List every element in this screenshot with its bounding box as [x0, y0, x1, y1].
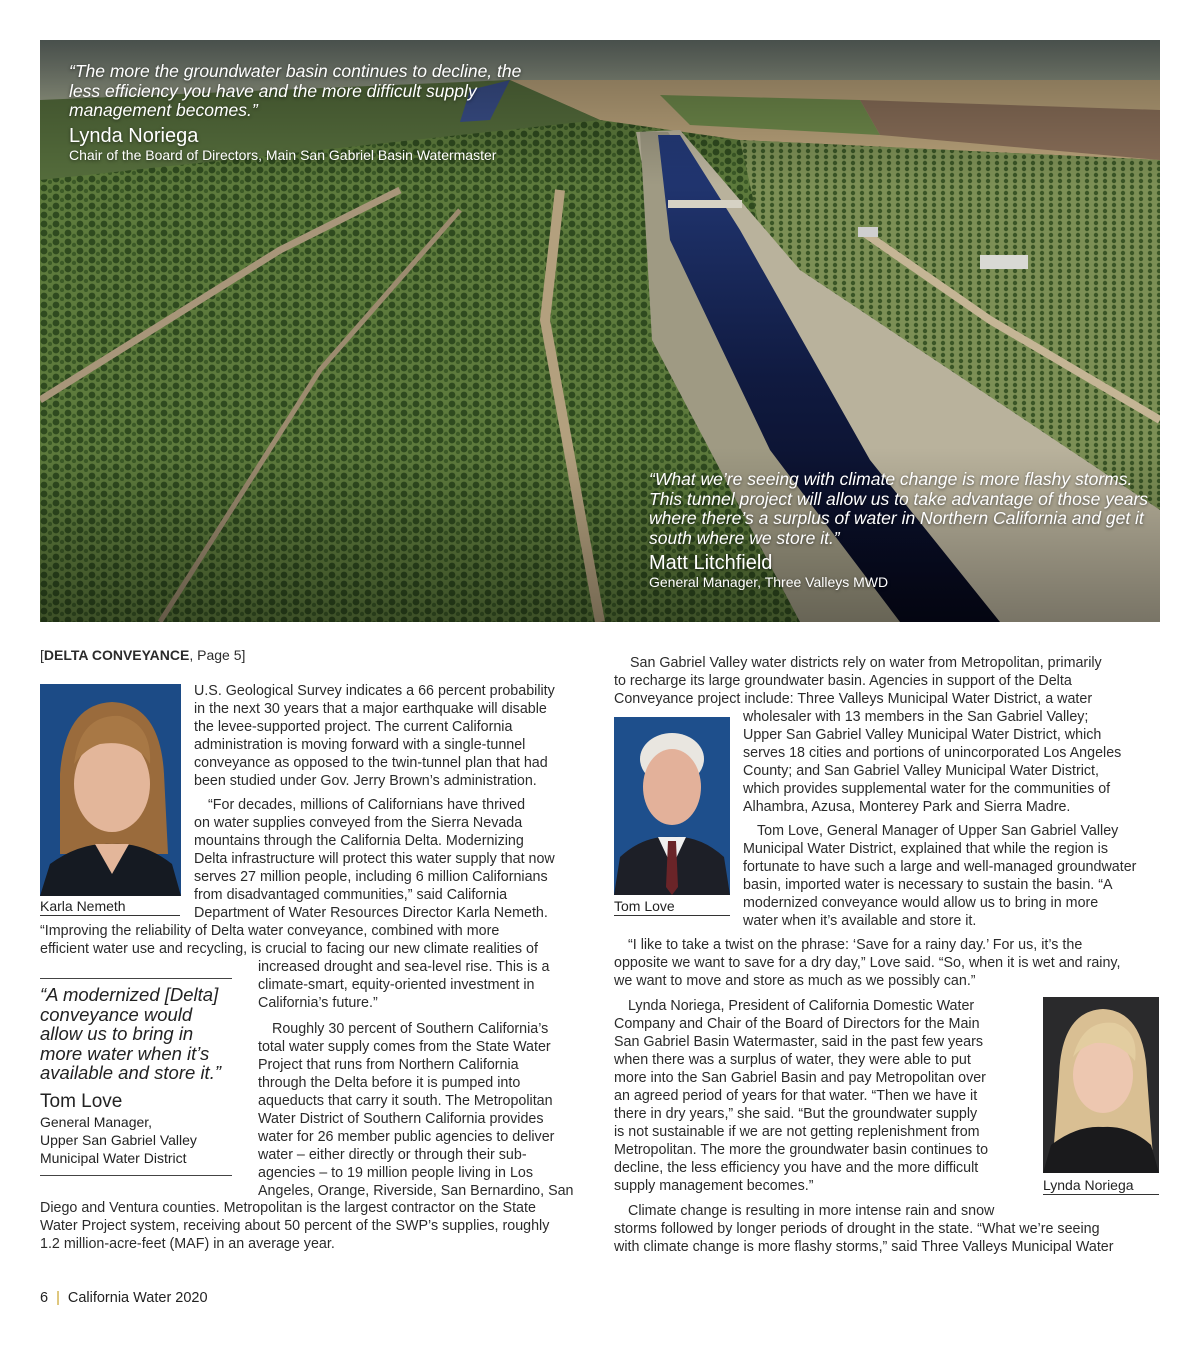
- text-line: in the next 30 years that a major earthquake will disable: [194, 701, 547, 717]
- text-line: total water supply comes from the State Water: [258, 1039, 551, 1055]
- text-line: mountains through the California Delta. Modernizing: [194, 833, 524, 849]
- portrait-tom-love: [614, 717, 730, 895]
- text-line: supply management becomes.”: [614, 1178, 814, 1194]
- text-line: water for 26 member public agencies to deliver: [258, 1129, 555, 1145]
- footer-separator: |: [56, 1290, 60, 1306]
- continued-from-label: [40, 647, 245, 663]
- pull-quote-love: [40, 978, 232, 1176]
- text-line: water – either directly or through their sub-: [258, 1147, 527, 1163]
- text-line: Angeles, Orange, Riverside, San Bernardino, San: [258, 1183, 574, 1199]
- text-line: California’s future.”: [258, 995, 378, 1011]
- title-line: Municipal Water District: [40, 1149, 187, 1166]
- left-column-top: [194, 682, 594, 922]
- pull-quote-title: [40, 1113, 232, 1167]
- hero-quote-text: “The more the groundwater basin continues to decline, the less efficiency you have and the more difficult supply management becomes.”: [69, 61, 522, 120]
- text-line: there in dry years,” she said. “But the groundwater supply: [614, 1106, 978, 1122]
- hero-quote-text: “What we’re seeing with climate change is more flashy storms. This tunnel project will allow us to take advantage of those years where there’s a surplus of water in Northern California and get it south where we store it.”: [649, 469, 1149, 548]
- caption-noriega: Lynda Noriega: [1043, 1176, 1159, 1195]
- text-line: San Gabriel Valley water districts rely on water from Metropolitan, primarily: [630, 655, 1102, 671]
- text-line: Water Project system, receiving about 50 percent of the SWP’s supplies, roughly: [40, 1218, 550, 1234]
- text-line: agencies – to 19 million people living in Los: [258, 1165, 533, 1181]
- text-line: when there was a surplus of water, they were able to put: [614, 1052, 971, 1068]
- text-line: Roughly 30 percent of Southern California’s: [272, 1021, 549, 1037]
- text-line: been studied under Gov. Jerry Brown’s administration.: [194, 773, 537, 789]
- right-column-bottom: [614, 1202, 1160, 1256]
- portrait-karla-nemeth: [40, 684, 181, 896]
- text-line: Diego and Ventura counties. Metropolitan is the largest contractor on the State: [40, 1200, 536, 1216]
- hero-quote-name: Lynda Noriega: [69, 124, 199, 147]
- text-line: Upper San Gabriel Valley Municipal Water District, which: [743, 727, 1102, 743]
- left-column-full-width: [40, 922, 600, 958]
- text-line: Water District of Southern California provides: [258, 1111, 544, 1127]
- text-line: the levee-supported project. The current California: [194, 719, 513, 735]
- title-line: Upper San Gabriel Valley: [40, 1131, 197, 1148]
- text-line: “Improving the reliability of Delta water conveyance, combined with more: [40, 923, 500, 939]
- text-line: we want to move and store as much as we possibly can.”: [614, 973, 976, 989]
- text-line: on water supplies conveyed from the Sierra Nevada: [194, 815, 523, 831]
- portrait-lynda-noriega: [1043, 997, 1159, 1173]
- text-line: increased drought and sea-level rise. This is a: [258, 959, 550, 975]
- text-line: water when it’s available and store it.: [743, 913, 977, 929]
- text-line: administration is moving forward with a single-tunnel: [194, 737, 526, 753]
- hero-quote-title: General Manager, Three Valleys MWD: [649, 574, 889, 590]
- text-line: “I like to take a twist on the phrase: ‘Save for a rainy day.’ For us, it’s the: [628, 937, 1083, 953]
- text-line: decline, the less efficiency you have and the more difficult: [614, 1160, 979, 1176]
- text-line: Department of Water Resources Director Karla Nemeth.: [194, 905, 548, 921]
- text-line: 1.2 million-acre-feet (MAF) in an average year.: [40, 1236, 335, 1252]
- text-line: Metropolitan. The more the groundwater basin continues to: [614, 1142, 989, 1158]
- portrait-illustration: [614, 717, 730, 895]
- right-column-noriega: [614, 997, 1034, 1195]
- text-line: County; and San Gabriel Valley Municipal Water District,: [743, 763, 1099, 779]
- text-line: aqueducts that carry it south. The Metropolitan: [258, 1093, 553, 1109]
- text-line: Conveyance project include: Three Valleys Municipal Water District, a water: [614, 691, 1093, 707]
- text-line: through the Delta before it is pumped into: [258, 1075, 521, 1091]
- text-line: Lynda Noriega, President of California Domestic Water: [628, 998, 975, 1014]
- text-line: Delta infrastructure will protect this water supply that now: [194, 851, 555, 867]
- text-line: Climate change is resulting in more intense rain and snow: [628, 1203, 995, 1219]
- text-line: serves 27 million people, including 6 million Californians: [194, 869, 548, 885]
- pull-quote-text: “A modernized [Delta] conveyance would allow us to bring in more water when it’s available and store it.”: [40, 984, 221, 1083]
- right-column-narrow: [743, 708, 1163, 930]
- portrait-illustration: [1043, 997, 1159, 1173]
- hero-quote-name: Matt Litchfield: [649, 552, 773, 574]
- portrait-illustration: [40, 684, 181, 896]
- text-line: Alhambra, Azusa, Monterey Park and Sierra Madre.: [743, 799, 1071, 815]
- page-footer: [40, 1290, 208, 1306]
- hero-quote-noriega: [69, 62, 529, 164]
- text-line: climate-smart, equity-oriented investment in: [258, 977, 535, 993]
- label-section-name: DELTA CONVEYANCE: [43, 647, 190, 663]
- text-line: more into the San Gabriel Basin and pay Metropolitan over: [614, 1070, 986, 1086]
- text-line: opposite we want to save for a dry day,” Love said. “So, when it is wet and rainy,: [614, 955, 1121, 971]
- hero-quote-litchfield: [649, 470, 1149, 591]
- hero-quote-title: Chair of the Board of Directors, Main San Gabriel Basin Watermaster: [69, 146, 497, 163]
- paragraph: [258, 958, 598, 1012]
- text-line: to recharge its large groundwater basin. Agencies in support of the Delta: [614, 673, 1072, 689]
- text-line: San Gabriel Basin Watermaster, said in the past few years: [614, 1034, 983, 1050]
- left-column-bottom: [40, 1199, 600, 1253]
- right-column-top: [614, 654, 1160, 708]
- publication-name: California Water 2020: [67, 1290, 208, 1306]
- text-line: “For decades, millions of Californians have thrived: [208, 797, 526, 813]
- text-line: Municipal Water District, explained that while the region is: [743, 841, 1108, 857]
- text-line: modernized conveyance would allow us to bring in more: [743, 895, 1099, 911]
- page-number: 6: [40, 1290, 49, 1306]
- paragraph: [194, 682, 594, 790]
- paragraph: [743, 708, 1163, 816]
- text-line: Project that runs from Northern California: [258, 1057, 519, 1073]
- paragraph: [194, 796, 594, 922]
- text-line: efficient water use and recycling, is crucial to facing our new climate realities of: [40, 941, 538, 957]
- paragraph: [743, 822, 1163, 930]
- text-line: storms followed by longer periods of drought in the state. “What we’re seeing: [614, 1221, 1100, 1237]
- caption-love: Tom Love: [614, 897, 730, 916]
- text-line: an agreed period of years for that water. “Then we have it: [614, 1088, 978, 1104]
- right-column-love-quote: [614, 936, 1160, 990]
- title-line: General Manager,: [40, 1113, 153, 1130]
- text-line: which provides supplemental water for the communities of: [743, 781, 1111, 797]
- text-line: conveyance as opposed to the twin-tunnel plan that had: [194, 755, 548, 771]
- text-line: Tom Love, General Manager of Upper San Gabriel Valley: [757, 823, 1119, 839]
- text-line: is not sustainable if we are not getting replenishment from: [614, 1124, 980, 1140]
- text-line: basin, imported water is necessary to sustain the basin. “A: [743, 877, 1113, 893]
- text-line: fortunate to have such a large and well-managed groundwater: [743, 859, 1137, 875]
- text-line: Company and Chair of the Board of Directors for the Main: [614, 1016, 980, 1032]
- pull-quote-name: Tom Love: [40, 1090, 123, 1112]
- text-line: with climate change is more flashy storms,” said Three Valleys Municipal Water: [614, 1239, 1114, 1255]
- caption-nemeth: Karla Nemeth: [40, 897, 180, 916]
- text-line: serves 18 cities and portions of unincorporated Los Angeles: [743, 745, 1122, 761]
- text-line: from disadvantaged communities,” said California: [194, 887, 508, 903]
- label-bracket: [: [40, 647, 44, 663]
- label-page-ref: , Page 5]: [189, 647, 246, 663]
- left-column-narrow: [258, 958, 598, 1200]
- text-line: wholesaler with 13 members in the San Gabriel Valley;: [743, 709, 1089, 725]
- hero-aerial-photo: [40, 40, 1160, 622]
- text-line: U.S. Geological Survey indicates a 66 percent probability: [194, 683, 555, 699]
- paragraph: [258, 1020, 598, 1200]
